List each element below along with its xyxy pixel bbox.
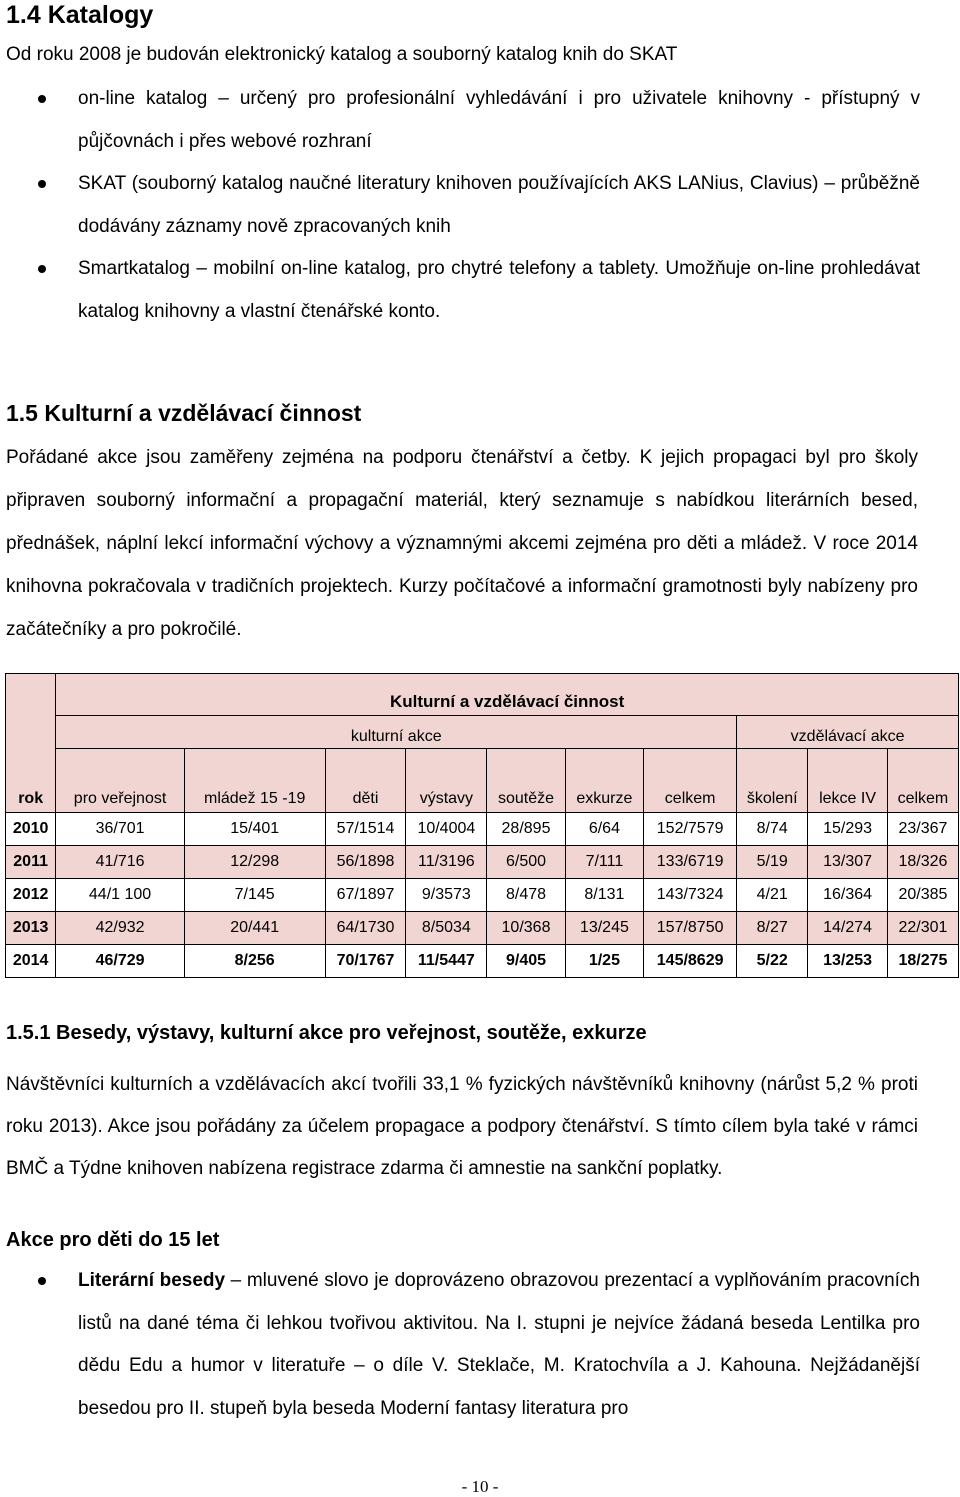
column-header: děti bbox=[325, 749, 406, 813]
table-cell: 143/7324 bbox=[644, 879, 737, 912]
column-header: celkem bbox=[644, 749, 737, 813]
table-cell: 5/22 bbox=[737, 945, 808, 978]
bullet-icon bbox=[38, 265, 46, 273]
table-title: Kulturní a vzdělávací činnost bbox=[56, 674, 959, 716]
bullet-text: SKAT (souborný katalog naučné literatury knihoven používajících AKS LANius, Clavius) – průběžně dodávány záznamy nově zpracovaných knih bbox=[78, 173, 920, 237]
section-heading-besedy: 1.5.1 Besedy, výstavy, kulturní akce pro veřejnost, soutěže, exkurze bbox=[6, 1022, 647, 1044]
column-header: celkem bbox=[887, 749, 958, 813]
table-row bbox=[6, 846, 959, 879]
list-item bbox=[0, 248, 920, 333]
table-row bbox=[6, 879, 959, 912]
table-cell: 42/932 bbox=[56, 912, 185, 945]
column-header: školení bbox=[737, 749, 808, 813]
table-cell: 36/701 bbox=[56, 813, 185, 846]
table-cell: 14/274 bbox=[808, 912, 888, 945]
table-cell: 2011 bbox=[6, 846, 56, 879]
list-item bbox=[0, 1260, 920, 1430]
table-cell: 23/367 bbox=[887, 813, 958, 846]
table-cell: 13/307 bbox=[808, 846, 888, 879]
table-cell: 8/256 bbox=[184, 945, 325, 978]
katalogy-bullet-list bbox=[0, 78, 920, 333]
katalogy-intro: Od roku 2008 je budován elektronický katalog a souborný katalog knih do SKAT bbox=[6, 44, 678, 65]
table-cell: 12/298 bbox=[184, 846, 325, 879]
table-cell: 18/275 bbox=[887, 945, 958, 978]
table-cell: 13/245 bbox=[565, 912, 643, 945]
table-corner bbox=[6, 674, 56, 716]
deti-bullet-list bbox=[0, 1260, 920, 1430]
besedy-paragraph: Návštěvníci kulturních a vzdělávacích akcí tvořili 33,1 % fyzických návštěvníků knihovny (nárůst 5,2 % proti roku 2013). Akce jsou pořádány za účelem propagace a podpory čtenářství. S tímto cílem byla také v rámci BMČ a Týdne knihoven nabízena registrace zdarma či amnestie na sankční poplatky. bbox=[6, 1074, 918, 1179]
table-row bbox=[6, 945, 959, 978]
table-cell: 20/441 bbox=[184, 912, 325, 945]
table-cell: 9/405 bbox=[487, 945, 565, 978]
table-cell: 11/5447 bbox=[406, 945, 487, 978]
bullet-icon bbox=[38, 180, 46, 188]
group-header-kulturni: kulturní akce bbox=[56, 716, 737, 749]
list-item bbox=[0, 163, 920, 248]
table-cell: 5/19 bbox=[737, 846, 808, 879]
table-cell: 10/368 bbox=[487, 912, 565, 945]
table-cell: 15/293 bbox=[808, 813, 888, 846]
subheading-deti: Akce pro děti do 15 let bbox=[6, 1229, 220, 1251]
table-cell: 145/8629 bbox=[644, 945, 737, 978]
table-cell: 152/7579 bbox=[644, 813, 737, 846]
table-cell: 7/145 bbox=[184, 879, 325, 912]
table-cell: 1/25 bbox=[565, 945, 643, 978]
table-cell: 28/895 bbox=[487, 813, 565, 846]
bullet-icon bbox=[38, 1277, 46, 1285]
table-cell: 7/111 bbox=[565, 846, 643, 879]
table-cell: 18/326 bbox=[887, 846, 958, 879]
table-cell: 8/478 bbox=[487, 879, 565, 912]
group-header-vzdelavaci: vzdělávací akce bbox=[737, 716, 959, 749]
table-cell: 67/1897 bbox=[325, 879, 406, 912]
table-cell: 4/21 bbox=[737, 879, 808, 912]
column-header: exkurze bbox=[565, 749, 643, 813]
table-cell: 70/1767 bbox=[325, 945, 406, 978]
table-cell: 41/716 bbox=[56, 846, 185, 879]
table-corner bbox=[6, 716, 56, 749]
table-cell: 20/385 bbox=[887, 879, 958, 912]
table-cell: 64/1730 bbox=[325, 912, 406, 945]
column-header: rok bbox=[6, 749, 56, 813]
table-cell: 157/8750 bbox=[644, 912, 737, 945]
activity-table bbox=[5, 673, 959, 978]
table-cell: 2014 bbox=[6, 945, 56, 978]
table-cell: 22/301 bbox=[887, 912, 958, 945]
table-row bbox=[6, 813, 959, 846]
column-header: soutěže bbox=[487, 749, 565, 813]
list-item bbox=[0, 78, 920, 163]
table-cell: 10/4004 bbox=[406, 813, 487, 846]
table-cell: 2010 bbox=[6, 813, 56, 846]
column-header: lekce IV bbox=[808, 749, 888, 813]
table-cell: 8/131 bbox=[565, 879, 643, 912]
table-cell: 16/364 bbox=[808, 879, 888, 912]
bullet-text: – mluvené slovo je doprovázeno obrazovou prezentací a vyplňováním pracovních listů na dané téma či lehkou tvořivou aktivitou. Na I. stupni je nejvíce žádaná beseda Lentilka pro dědu Edu a humor v literatuře – o díle V. Steklače, M. Kratochvíla a J. Kahouna. Nejžádanější besedou pro II. stupeň byla beseda Moderní fantasy literatura pro bbox=[78, 1270, 920, 1419]
section-heading-kultura: 1.5 Kulturní a vzdělávací činnost bbox=[6, 400, 362, 426]
table-cell: 57/1514 bbox=[325, 813, 406, 846]
table-cell: 46/729 bbox=[56, 945, 185, 978]
table-cell: 15/401 bbox=[184, 813, 325, 846]
table-cell: 6/500 bbox=[487, 846, 565, 879]
table-row bbox=[6, 912, 959, 945]
table-cell: 2012 bbox=[6, 879, 56, 912]
table-cell: 8/27 bbox=[737, 912, 808, 945]
table-cell: 13/253 bbox=[808, 945, 888, 978]
column-header: mládež 15 -19 bbox=[184, 749, 325, 813]
column-header: výstavy bbox=[406, 749, 487, 813]
table-cell: 2013 bbox=[6, 912, 56, 945]
table-cell: 56/1898 bbox=[325, 846, 406, 879]
bullet-text: on-line katalog – určený pro profesionální vyhledávání i pro uživatele knihovny - přístupný v půjčovnách i přes webové rozhraní bbox=[78, 88, 920, 152]
bullet-bold-lead: Literární besedy bbox=[78, 1270, 226, 1291]
table-cell: 8/5034 bbox=[406, 912, 487, 945]
table-cell: 8/74 bbox=[737, 813, 808, 846]
table-cell: 44/1 100 bbox=[56, 879, 185, 912]
bullet-icon bbox=[38, 95, 46, 103]
section-heading-katalogy: 1.4 Katalogy bbox=[6, 1, 154, 29]
table-cell: 6/64 bbox=[565, 813, 643, 846]
bullet-text: Smartkatalog – mobilní on-line katalog, pro chytré telefony a tablety. Umožňuje on-line prohledávat katalog knihovny a vlastní čtenářské konto. bbox=[78, 258, 920, 322]
table-cell: 11/3196 bbox=[406, 846, 487, 879]
kultura-paragraph: Pořádané akce jsou zaměřeny zejména na podporu čtenářství a četby. K jejich propagaci byl pro školy připraven souborný informační a propagační materiál, který seznamuje s nabídkou literárních besed, přednášek, náplní lekcí informační výchovy a významnými akcemi zejména pro děti a mládež. V roce 2014 knihovna pokračovala v tradičních projektech. Kurzy počítačové a informační gramotnosti byly nabízeny pro začátečníky a pro pokročilé. bbox=[6, 447, 918, 640]
table-cell: 133/6719 bbox=[644, 846, 737, 879]
page-number: - 10 - bbox=[461, 1477, 499, 1496]
table-cell: 9/3573 bbox=[406, 879, 487, 912]
column-header: pro veřejnost bbox=[56, 749, 185, 813]
